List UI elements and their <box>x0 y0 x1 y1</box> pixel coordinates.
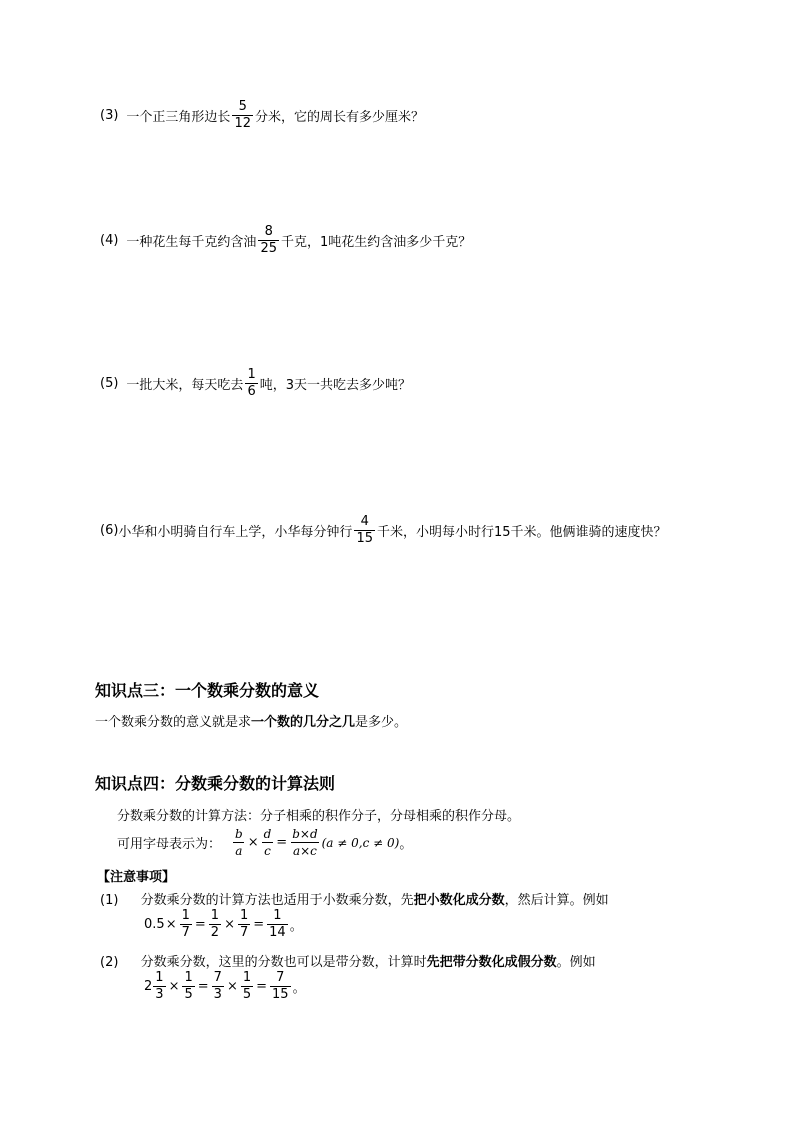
denominator: 5 <box>242 987 252 1002</box>
times-sign: × <box>165 917 177 932</box>
question-number: (5) <box>100 376 119 391</box>
fraction <box>209 908 221 941</box>
body-text: 一个数乘分数的意义就是求 <box>95 715 252 730</box>
fraction-d-over-c <box>262 826 274 859</box>
note-2-equation <box>144 970 306 1003</box>
fraction <box>232 99 253 132</box>
numerator: 1 <box>247 367 256 382</box>
whole-part: 2 <box>144 979 153 994</box>
note-text: 。例如 <box>556 955 596 970</box>
question-4 <box>100 224 471 257</box>
fraction <box>354 514 375 547</box>
question-text: 小华和小明骑自行车上学，小华每分钟行 <box>118 525 353 540</box>
denominator: 15 <box>356 531 373 546</box>
numerator: 1 <box>184 970 193 985</box>
denominator: 15 <box>272 987 289 1002</box>
fraction <box>238 908 250 941</box>
equals-sign: = <box>256 979 268 994</box>
numerator: 1 <box>210 908 220 923</box>
times-sign: × <box>168 979 180 994</box>
fraction-b-over-a <box>233 826 245 859</box>
formula-end: 。 <box>399 837 413 852</box>
numerator: 1 <box>239 908 249 923</box>
body-emphasis: 一个数的几分之几 <box>251 715 356 730</box>
note-emphasis: 把小数化成分数 <box>413 893 505 908</box>
section-3-body <box>95 711 407 730</box>
fraction-product <box>290 826 319 859</box>
question-text: 一个正三角形边长 <box>126 110 231 125</box>
question-6 <box>100 514 667 547</box>
fraction <box>241 970 253 1003</box>
question-text: 千米，小明每小时行15千米。他俩谁骑的速度快？ <box>376 525 667 540</box>
note-2 <box>100 951 596 970</box>
section-4-rule: 分数乘分数的计算方法：分子相乘的积作分子，分母相乘的积作分母。 <box>117 809 521 824</box>
numerator: b <box>235 827 243 841</box>
section-4-heading: 知识点四：分数乘分数的计算法则 <box>95 774 336 793</box>
denominator: 25 <box>260 241 277 256</box>
numerator: 1 <box>181 908 190 923</box>
fraction <box>153 970 165 1003</box>
question-text: 分米，它的周长有多少厘米？ <box>254 110 424 125</box>
body-text: 是多少。 <box>355 715 408 730</box>
equals-sign: = <box>253 917 265 932</box>
note-1 <box>100 889 609 908</box>
formula-condition: (a ≠ 0,c ≠ 0) <box>321 835 400 850</box>
mixed-number <box>144 970 168 1003</box>
denominator: 14 <box>269 925 286 940</box>
times-sign: × <box>226 979 238 994</box>
question-number: (3) <box>100 108 119 123</box>
note-number: (1) <box>100 893 119 908</box>
numerator: 8 <box>264 224 273 239</box>
equals-sign: = <box>194 917 206 932</box>
equals-sign: = <box>276 835 288 850</box>
note-1-equation <box>144 908 303 941</box>
formula-line <box>117 826 412 859</box>
fraction <box>258 224 279 257</box>
question-text: 吨，3天一共吃去多少吨？ <box>259 378 411 393</box>
numerator: 1 <box>273 908 282 923</box>
numerator: 5 <box>238 99 247 114</box>
fraction <box>267 908 288 941</box>
times-sign: × <box>247 835 259 850</box>
numerator: 4 <box>360 514 369 529</box>
note-text: 分数乘分数，这里的分数也可以是带分数，计算时 <box>140 955 427 970</box>
numerator: 1 <box>242 970 252 985</box>
denominator: 5 <box>184 987 193 1002</box>
fraction <box>182 970 194 1003</box>
note-number: (2) <box>100 955 119 970</box>
question-text: 一批大米，每天吃去 <box>126 378 244 393</box>
note-text: 分数乘分数的计算方法也适用于小数乘分数，先 <box>140 893 414 908</box>
question-text: 一种花生每千克约含油 <box>126 235 257 250</box>
numerator: 7 <box>213 970 222 985</box>
section-3-heading: 知识点三：一个数乘分数的意义 <box>95 681 320 700</box>
denominator: 12 <box>234 116 251 131</box>
formula-label: 可用字母表示为： <box>117 837 222 852</box>
question-number: (6) <box>100 523 119 538</box>
denominator: 7 <box>239 925 249 940</box>
denominator: 6 <box>247 384 256 399</box>
numerator: d <box>263 827 272 841</box>
question-text: 千克，1吨花生约含油多少千克？ <box>280 235 472 250</box>
decimal-value: 0.5 <box>144 917 165 932</box>
denominator: a <box>235 844 243 858</box>
denominator: 7 <box>181 925 190 940</box>
question-3 <box>100 99 424 132</box>
denominator: 3 <box>213 987 222 1002</box>
denominator: 3 <box>155 987 164 1002</box>
question-5 <box>100 367 411 400</box>
note-text: ，然后计算。例如 <box>504 893 609 908</box>
equation-end: 。 <box>289 919 303 934</box>
equation-end: 。 <box>292 981 306 996</box>
notes-title: 【注意事项】 <box>97 870 176 885</box>
equals-sign: = <box>197 979 209 994</box>
fraction <box>245 367 257 400</box>
numerator: 1 <box>155 970 164 985</box>
denominator: a×c <box>292 844 317 858</box>
fraction <box>180 908 192 941</box>
note-emphasis: 先把带分数化成假分数 <box>426 955 557 970</box>
fraction <box>212 970 224 1003</box>
denominator: c <box>264 844 271 858</box>
numerator: b×d <box>292 827 318 841</box>
denominator: 2 <box>210 925 220 940</box>
fraction <box>270 970 291 1003</box>
question-number: (4) <box>100 233 119 248</box>
numerator: 7 <box>276 970 285 985</box>
times-sign: × <box>224 917 235 932</box>
